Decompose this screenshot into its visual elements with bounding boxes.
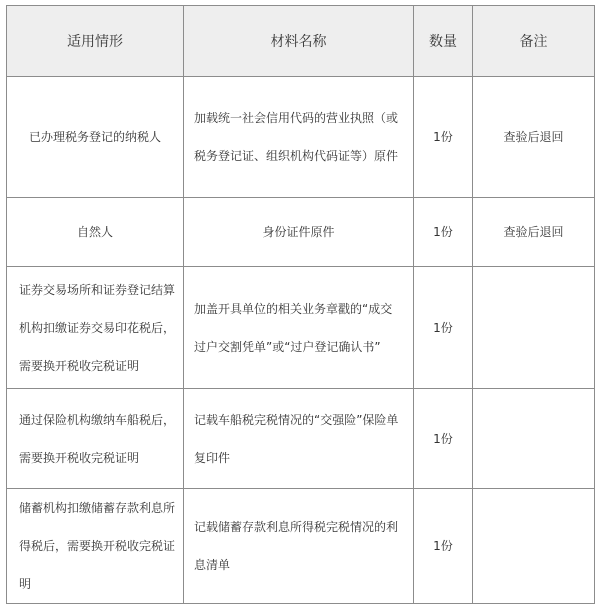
cell-situation: 通过保险机构缴纳车船税后，需要换开税收完税证明 <box>7 389 184 489</box>
header-quantity: 数量 <box>414 6 473 77</box>
header-remarks: 备注 <box>473 6 595 77</box>
cell-remarks: 查验后退回 <box>473 198 595 267</box>
cell-quantity: 1份 <box>414 267 473 389</box>
cell-situation: 储蓄机构扣缴储蓄存款利息所得税后，需要换开税收完税证明 <box>7 489 184 604</box>
cell-situation: 自然人 <box>7 198 184 267</box>
cell-remarks <box>473 267 595 389</box>
table-header-row <box>7 6 595 77</box>
cell-quantity: 1份 <box>414 198 473 267</box>
cell-situation: 证券交易场所和证券登记结算机构扣缴证券交易印花税后，需要换开税收完税证明 <box>7 267 184 389</box>
cell-situation: 已办理税务登记的纳税人 <box>7 77 184 198</box>
cell-material: 记载储蓄存款利息所得税完税情况的利息清单 <box>184 489 414 604</box>
materials-table <box>6 5 595 604</box>
cell-remarks <box>473 389 595 489</box>
cell-material: 记载车船税完税情况的“交强险”保险单复印件 <box>184 389 414 489</box>
table-row <box>7 77 595 198</box>
cell-quantity: 1份 <box>414 389 473 489</box>
table-row <box>7 489 595 604</box>
cell-remarks: 查验后退回 <box>473 77 595 198</box>
cell-material: 加盖开具单位的相关业务章戳的“成交过户交割凭单”或“过户登记确认书” <box>184 267 414 389</box>
table-row <box>7 198 595 267</box>
cell-remarks <box>473 489 595 604</box>
cell-quantity: 1份 <box>414 489 473 604</box>
header-material: 材料名称 <box>184 6 414 77</box>
table-row <box>7 267 595 389</box>
table-row <box>7 389 595 489</box>
cell-material: 身份证件原件 <box>184 198 414 267</box>
cell-quantity: 1份 <box>414 77 473 198</box>
header-situation: 适用情形 <box>7 6 184 77</box>
cell-material: 加载统一社会信用代码的营业执照（或税务登记证、组织机构代码证等）原件 <box>184 77 414 198</box>
